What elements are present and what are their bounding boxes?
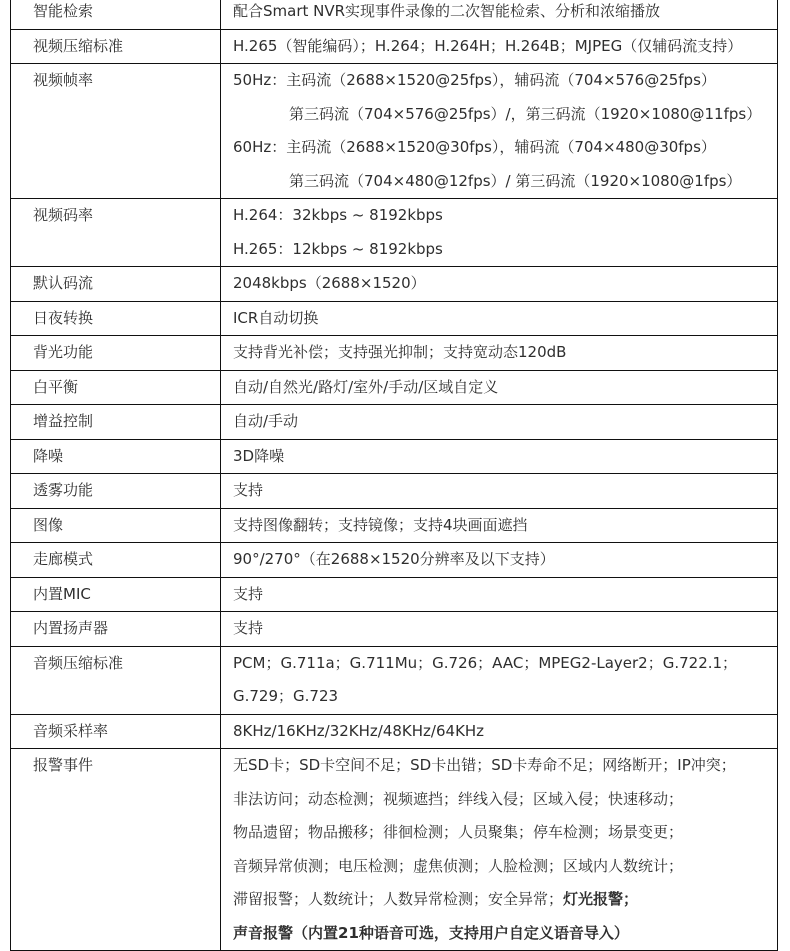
spec-value	[221, 577, 778, 612]
spec-value	[221, 370, 778, 405]
spec-label-text: 日夜转换	[33, 308, 94, 327]
spec-row-backlight	[11, 336, 778, 371]
spec-value	[221, 405, 778, 440]
spec-value	[221, 439, 778, 474]
spec-value	[221, 0, 778, 29]
spec-value-line: PCM；G.711a；G.711Mu；G.726；AAC；MPEG2-Layer2；G.722.1；	[233, 653, 738, 672]
spec-row-video-compression	[11, 29, 778, 64]
spec-label	[11, 749, 221, 951]
spec-value-line: 第三码流（704×480@12fps）/ 第三码流（1920×1080@1fps）	[289, 171, 742, 190]
spec-value	[221, 64, 778, 199]
spec-label-text: 降噪	[33, 446, 64, 465]
spec-value-line: H.264：32kbps ~ 8192kbps	[233, 206, 443, 224]
spec-label-text: 背光功能	[33, 343, 94, 361]
spec-label	[11, 474, 221, 509]
spec-row-image	[11, 508, 778, 543]
spec-value-highlight: 灯光报警；	[563, 890, 639, 908]
spec-value-line: 无SD卡；SD卡空间不足；SD卡出错；SD卡寿命不足；网络断开；IP冲突；	[233, 756, 736, 774]
spec-value	[221, 199, 778, 267]
spec-value-line: 声音报警（内置21种语音可选，支持用户自定义语音导入）	[233, 923, 629, 942]
spec-label	[11, 577, 221, 612]
spec-value-line: G.729；G.723	[233, 687, 339, 705]
spec-label	[11, 439, 221, 474]
spec-value-line: 第三码流（704×576@25fps）/，第三码流（1920×1080@11fps）	[289, 104, 762, 123]
spec-row-gain-control	[11, 405, 778, 440]
spec-label-text: 内置扬声器	[33, 619, 109, 637]
spec-label	[11, 508, 221, 543]
spec-row-built-in-mic	[11, 577, 778, 612]
spec-row-frame-rate	[11, 64, 778, 199]
spec-label-text: 增益控制	[33, 412, 94, 430]
spec-value-line	[233, 883, 777, 917]
spec-row-noise-reduction	[11, 439, 778, 474]
spec-row-bit-rate	[11, 199, 778, 267]
spec-value	[221, 474, 778, 509]
spec-value-line: 支持	[233, 584, 264, 603]
spec-label-text: 内置MIC	[33, 584, 91, 603]
spec-table-body	[11, 0, 778, 951]
spec-value-line: 支持图像翻转；支持镜像；支持4块画面遮挡	[233, 515, 528, 534]
spec-label	[11, 714, 221, 749]
spec-value-line: 自动/手动	[233, 412, 299, 430]
spec-table	[10, 0, 778, 951]
spec-label	[11, 612, 221, 647]
spec-value-text: 滞留报警；人数统计；人数异常检测；安全异常；	[233, 890, 564, 908]
spec-value-line: 物品遗留；物品搬移；徘徊检测；人员聚集；停车检测；场景变更；	[233, 823, 684, 841]
spec-value-line: 音频异常侦测；电压检测；虚焦侦测；人脸检测；区域内人数统计；	[233, 856, 684, 875]
spec-row-day-night	[11, 301, 778, 336]
spec-value-line: 支持	[233, 619, 264, 637]
spec-value-line: 非法访问；动态检测；视频遮挡；绊线入侵；区域入侵；快速移动；	[233, 789, 684, 808]
spec-label-text: 智能检索	[33, 2, 94, 20]
spec-row-audio-compression	[11, 646, 778, 714]
spec-value	[221, 612, 778, 647]
spec-value-line: H.265（智能编码）；H.264；H.264H；H.264B；MJPEG（仅辅码流支持）	[233, 36, 743, 55]
spec-value-line: 50Hz：主码流（2688×1520@25fps），辅码流（704×576@25fps）	[233, 71, 716, 89]
spec-label	[11, 199, 221, 267]
spec-value-line: 2048kbps（2688×1520）	[233, 274, 426, 292]
spec-row-alarm-events	[11, 749, 778, 951]
spec-value-line: 90°/270°（在2688×1520分辨率及以下支持）	[233, 550, 555, 568]
spec-value-line: 60Hz：主码流（2688×1520@30fps），辅码流（704×480@30fps）	[233, 138, 716, 156]
spec-label-text: 默认码流	[33, 274, 94, 292]
spec-label-text: 视频码率	[33, 206, 94, 224]
spec-value	[221, 543, 778, 578]
spec-label-text: 报警事件	[33, 756, 94, 774]
spec-label	[11, 646, 221, 714]
spec-label-text: 视频压缩标准	[33, 36, 124, 55]
spec-value	[221, 749, 778, 951]
spec-label	[11, 336, 221, 371]
spec-label	[11, 64, 221, 199]
spec-value-line: 支持	[233, 481, 264, 499]
spec-value-line: ICR自动切换	[233, 308, 319, 327]
spec-row-white-balance	[11, 370, 778, 405]
spec-value	[221, 267, 778, 302]
spec-value	[221, 714, 778, 749]
spec-value-line: 配合Smart NVR实现事件录像的二次智能检索、分析和浓缩播放	[233, 2, 661, 20]
spec-label	[11, 29, 221, 64]
spec-label	[11, 0, 221, 29]
spec-label-text: 走廊模式	[33, 550, 94, 568]
spec-value-line: 8KHz/16KHz/32KHz/48KHz/64KHz	[233, 721, 485, 740]
spec-value	[221, 508, 778, 543]
spec-label-text: 图像	[33, 515, 64, 534]
spec-value	[221, 646, 778, 714]
spec-value-line: 自动/自然光/路灯/室外/手动/区域自定义	[233, 377, 499, 396]
spec-row-built-in-speaker	[11, 612, 778, 647]
spec-label-text: 音频采样率	[33, 721, 109, 740]
spec-row-corridor-mode	[11, 543, 778, 578]
spec-value	[221, 29, 778, 64]
spec-label	[11, 267, 221, 302]
spec-row-smart-search	[11, 0, 778, 29]
spec-label	[11, 543, 221, 578]
spec-row-audio-sampling	[11, 714, 778, 749]
spec-label-text: 白平衡	[33, 377, 79, 396]
spec-value	[221, 301, 778, 336]
spec-value-line: 3D降噪	[233, 446, 285, 465]
spec-label	[11, 301, 221, 336]
spec-label	[11, 370, 221, 405]
spec-value-line: H.265：12kbps ~ 8192kbps	[233, 239, 443, 258]
spec-label-text: 视频帧率	[33, 71, 94, 89]
spec-row-defog	[11, 474, 778, 509]
spec-value-line: 支持背光补偿；支持强光抑制；支持宽动态120dB	[233, 343, 567, 361]
spec-label-text: 透雾功能	[33, 481, 94, 499]
spec-label-text: 音频压缩标准	[33, 653, 124, 672]
spec-label	[11, 405, 221, 440]
spec-row-default-stream	[11, 267, 778, 302]
spec-value	[221, 336, 778, 371]
